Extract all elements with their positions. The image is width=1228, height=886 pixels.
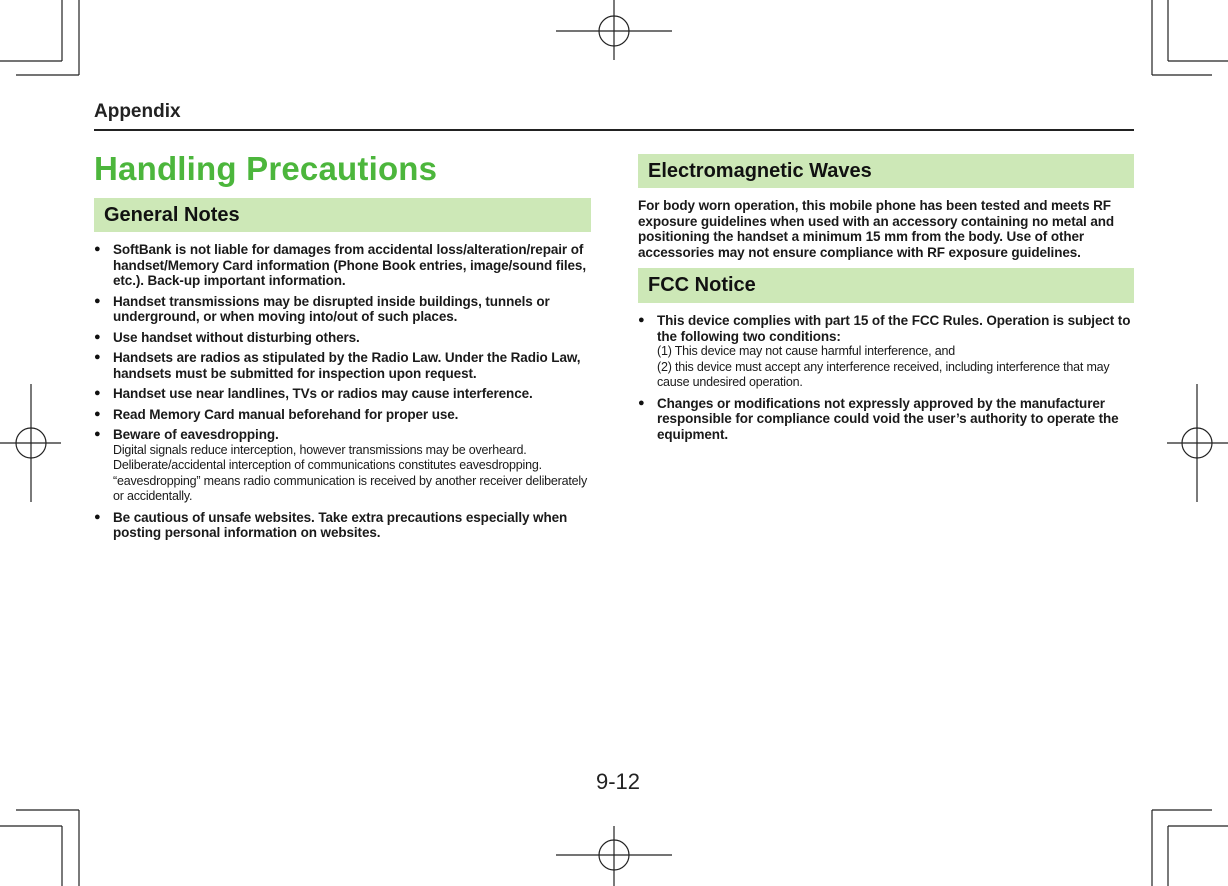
list-item-text: Use handset without disturbing others. — [113, 329, 360, 345]
list-item-text: SoftBank is not liable for damages from accidental loss/alteration/repair of handset/Memory Card information (Phone Book entries, image/sound files, etc.). Back-up important information. — [113, 242, 586, 288]
page-title: Handling Precautions — [94, 150, 438, 187]
fcc-heading: FCC Notice — [638, 268, 1134, 303]
list-item-detail: Digital signals reduce interception, however transmissions may be overheard. Deliberate/accidental interception of communications constitutes eavesdropping. “eavesdropping” means radio communication is received by another receiver deliberately or accidentally. — [113, 442, 588, 503]
list-item — [94, 407, 591, 423]
list-item-detail: (2) this device must accept any interference received, including interference that may cause undesired operation. — [657, 359, 1110, 389]
registration-mark-bottom — [556, 826, 672, 886]
list-item — [94, 242, 591, 289]
list-item — [94, 350, 591, 381]
list-item — [94, 386, 591, 402]
list-item — [94, 294, 591, 325]
list-item — [94, 510, 591, 541]
list-item-detail: (1) This device may not cause harmful interference, and — [657, 344, 955, 358]
list-item-text: This device complies with part 15 of the FCC Rules. Operation is subject to the following two conditions: — [657, 313, 1131, 344]
electromagnetic-body: For body worn operation, this mobile phone has been tested and meets RF exposure guidelines when used with an accessory containing no metal and positioning the handset a minimum 15 mm from the body. Use of other accessories may not ensure compliance with RF exposure guidelines. — [638, 198, 1115, 260]
list-item-text: Read Memory Card manual beforehand for proper use. — [113, 406, 459, 422]
registration-mark-top — [556, 0, 672, 60]
list-item-text: Handsets are radios as stipulated by the Radio Law. Under the Radio Law, handsets must be submitted for inspection upon request. — [113, 350, 581, 381]
section-label: Appendix — [94, 101, 181, 122]
general-notes-heading: General Notes — [94, 198, 591, 232]
list-item — [638, 313, 1134, 391]
list-item-text: Handset use near landlines, TVs or radios may cause interference. — [113, 386, 533, 401]
list-item-text: Be cautious of unsafe websites. Take extra precautions especially when posting personal information on websites. — [113, 509, 568, 540]
registration-mark-left — [0, 384, 61, 502]
list-item — [94, 427, 591, 505]
electromagnetic-heading: Electromagnetic Waves — [638, 154, 1134, 188]
list-item — [94, 330, 591, 346]
list-item — [638, 396, 1134, 443]
fcc-list — [638, 313, 1134, 442]
crop-mark-bottom-right — [1152, 810, 1228, 886]
crop-mark-top-left — [0, 0, 79, 75]
registration-mark-right — [1167, 384, 1228, 502]
general-notes-list — [94, 242, 591, 541]
list-item-text: Changes or modifications not expressly approved by the manufacturer responsible for compliance could void the user’s authority to operate the equipment. — [657, 395, 1119, 442]
list-item-text: Handset transmissions may be disrupted inside buildings, tunnels or underground, or when moving into/out of such places. — [113, 293, 550, 324]
page-number: 9-12 — [596, 769, 641, 794]
general-notes-section — [94, 198, 591, 546]
list-item-text: Beware of eavesdropping. — [113, 427, 279, 442]
header-rule — [94, 129, 1134, 131]
crop-mark-bottom-left — [0, 810, 79, 886]
right-column — [638, 154, 1134, 447]
crop-mark-top-right — [1152, 0, 1228, 75]
